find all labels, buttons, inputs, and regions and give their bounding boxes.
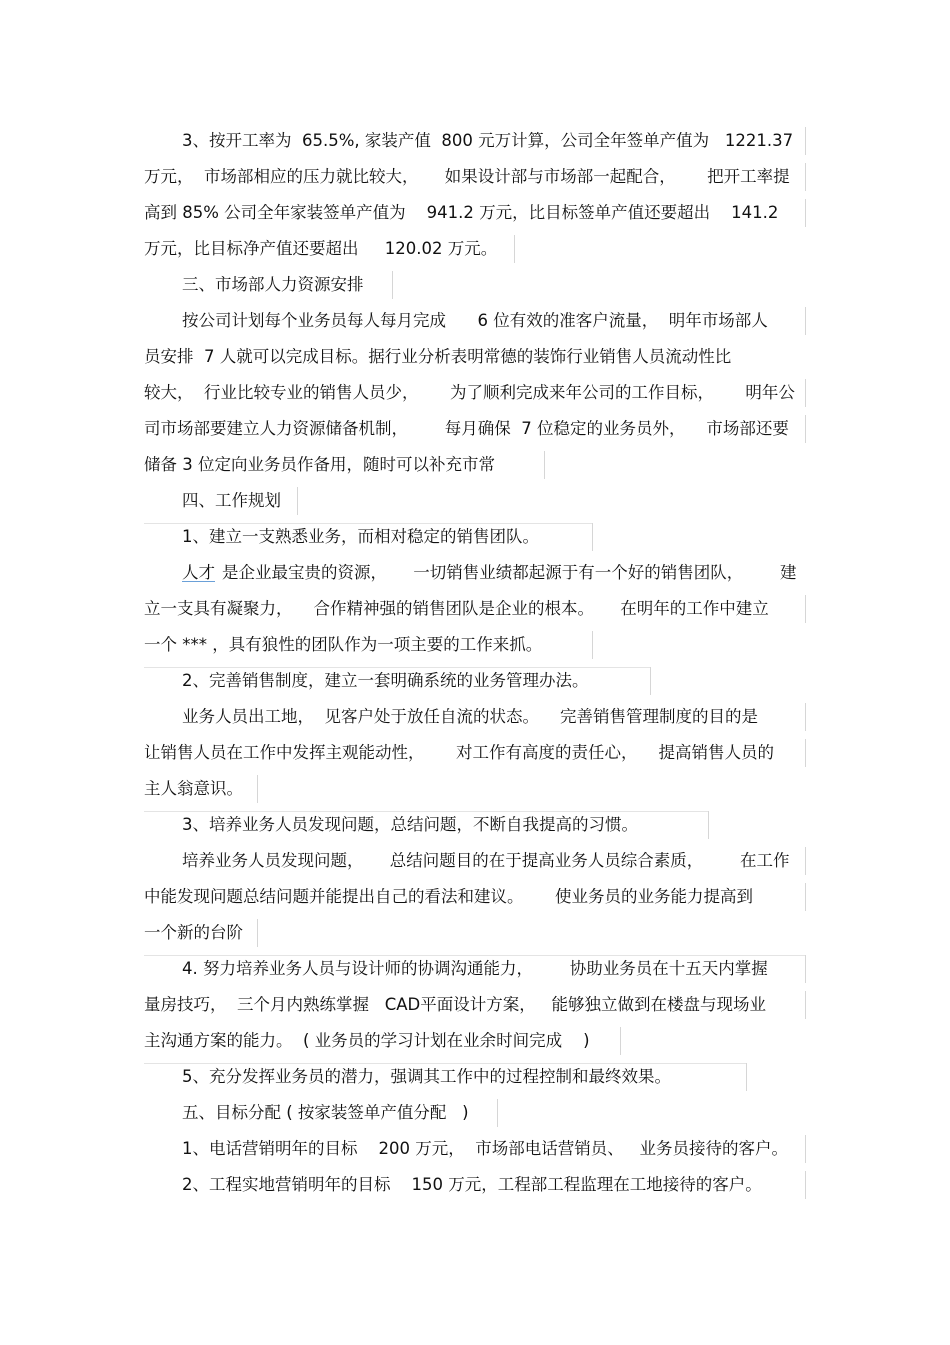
line-end-marker xyxy=(708,811,709,839)
line-end-marker xyxy=(257,775,258,803)
line-end-marker xyxy=(805,703,806,731)
text-line: 司市场部要建立人力资源储备机制， 每月确保 7 位稳定的业务员外， 市场部还要 xyxy=(144,419,789,438)
section-heading: 三、市场部人力资源安排 xyxy=(182,275,364,294)
line-end-marker xyxy=(297,487,298,515)
text-line: 中能发现问题总结问题并能提出自己的看法和建议。 使业务员的业务能力提高到 xyxy=(144,887,753,906)
line-end-marker xyxy=(620,1027,621,1055)
line-end-marker xyxy=(746,1063,747,1091)
text-line: 4. 努力培养业务人员与设计师的协调沟通能力， 协助业务员在十五天内掌握 xyxy=(182,959,768,978)
subheading: 2、完善销售制度，建立一套明确系统的业务管理办法。 xyxy=(182,671,589,690)
text-line: 量房技巧， 三个月内熟练掌握 CAD平面设计方案， 能够独立做到在楼盘与现场业 xyxy=(144,995,766,1014)
text-line: 一个 *** ，具有狼性的团队作为一项主要的工作来抓。 xyxy=(144,635,543,654)
section-heading: 四、工作规划 xyxy=(182,491,281,510)
text-line: 立一支具有凝聚力， 合作精神强的销售团队是企业的根本。 在明年的工作中建立 xyxy=(144,599,769,618)
line-end-marker xyxy=(392,271,393,299)
line-end-marker xyxy=(805,1135,806,1163)
line-end-marker xyxy=(592,631,593,659)
line-end-marker xyxy=(805,307,806,335)
text-line: 员安排 7 人就可以完成目标。据行业分析表明常德的装饰行业销售人员流动性比 xyxy=(144,347,732,366)
subheading: 1、建立一支熟悉业务，而相对稳定的销售团队。 xyxy=(182,527,539,546)
text-line: 高到 85% 公司全年家装签单产值为 941.2 万元，比目标签单产值还要超出 141.2 xyxy=(144,203,779,222)
line-end-marker xyxy=(805,883,806,911)
line-end-marker xyxy=(805,1171,806,1199)
text-line: 3、按开工率为 65.5%, 家装产值 800 元万计算，公司全年签单产值为 1221.37 xyxy=(182,131,794,150)
line-end-marker xyxy=(805,955,806,983)
line-end-marker xyxy=(805,379,806,407)
line-end-marker xyxy=(805,739,806,767)
line-end-marker xyxy=(805,595,806,623)
line-end-marker xyxy=(805,199,806,227)
subheading: 5、充分发挥业务员的潜力，强调其工作中的过程控制和最终效果。 xyxy=(182,1067,671,1086)
text-line: 储备 3 位定向业务员作备用，随时可以补充市常 xyxy=(144,455,495,474)
section-heading: 五、目标分配 ( 按家装签单产值分配 ) xyxy=(182,1103,469,1122)
line-end-marker xyxy=(257,919,258,947)
text-line: 1、电话营销明年的目标 200 万元， 市场部电话营销员、 业务员接待的客户。 xyxy=(182,1139,788,1158)
text-line: 培养业务人员发现问题， 总结问题目的在于提高业务人员综合素质， 在工作 xyxy=(182,851,790,870)
line-end-marker xyxy=(805,127,806,155)
text-line: 让销售人员在工作中发挥主观能动性， 对工作有高度的责任心， 提高销售人员的 xyxy=(144,743,774,762)
link-text[interactable]: 人才 xyxy=(182,563,215,582)
text-line: 较大， 行业比较专业的销售人员少， 为了顺利完成来年公司的工作目标， 明年公 xyxy=(144,383,795,402)
line-end-marker xyxy=(544,451,545,479)
text-line: 业务人员出工地， 见客户处于放任自流的状态。 完善销售管理制度的目的是 xyxy=(182,707,758,726)
text-line: 一个新的台阶 xyxy=(144,923,243,942)
text-line: 是企业最宝贵的资源， 一切销售业绩都起源于有一个好的销售团队， 建 xyxy=(222,563,797,582)
line-end-marker xyxy=(805,847,806,875)
line-end-marker xyxy=(514,235,515,263)
text-line: 主人翁意识。 xyxy=(144,779,243,798)
subheading: 3、培养业务人员发现问题，总结问题，不断自我提高的习惯。 xyxy=(182,815,638,834)
text-line: 按公司计划每个业务员每人每月完成 6 位有效的准客户流量， 明年市场部人 xyxy=(182,311,768,330)
line-end-marker xyxy=(805,991,806,1019)
text-line: 万元， 市场部相应的压力就比较大， 如果设计部与市场部一起配合， 把开工率提 xyxy=(144,167,790,186)
line-end-marker xyxy=(497,1099,498,1127)
text-line: 2、工程实地营销明年的目标 150 万元，工程部工程监理在工地接待的客户。 xyxy=(182,1175,762,1194)
line-end-marker xyxy=(805,163,806,191)
text-line: 万元，比目标净产值还要超出 120.02 万元。 xyxy=(144,239,498,258)
line-end-marker xyxy=(592,523,593,551)
line-end-marker xyxy=(805,415,806,443)
line-end-marker xyxy=(650,667,651,695)
text-line: 主沟通方案的能力。 ( 业务员的学习计划在业余时间完成 ) xyxy=(144,1031,590,1050)
